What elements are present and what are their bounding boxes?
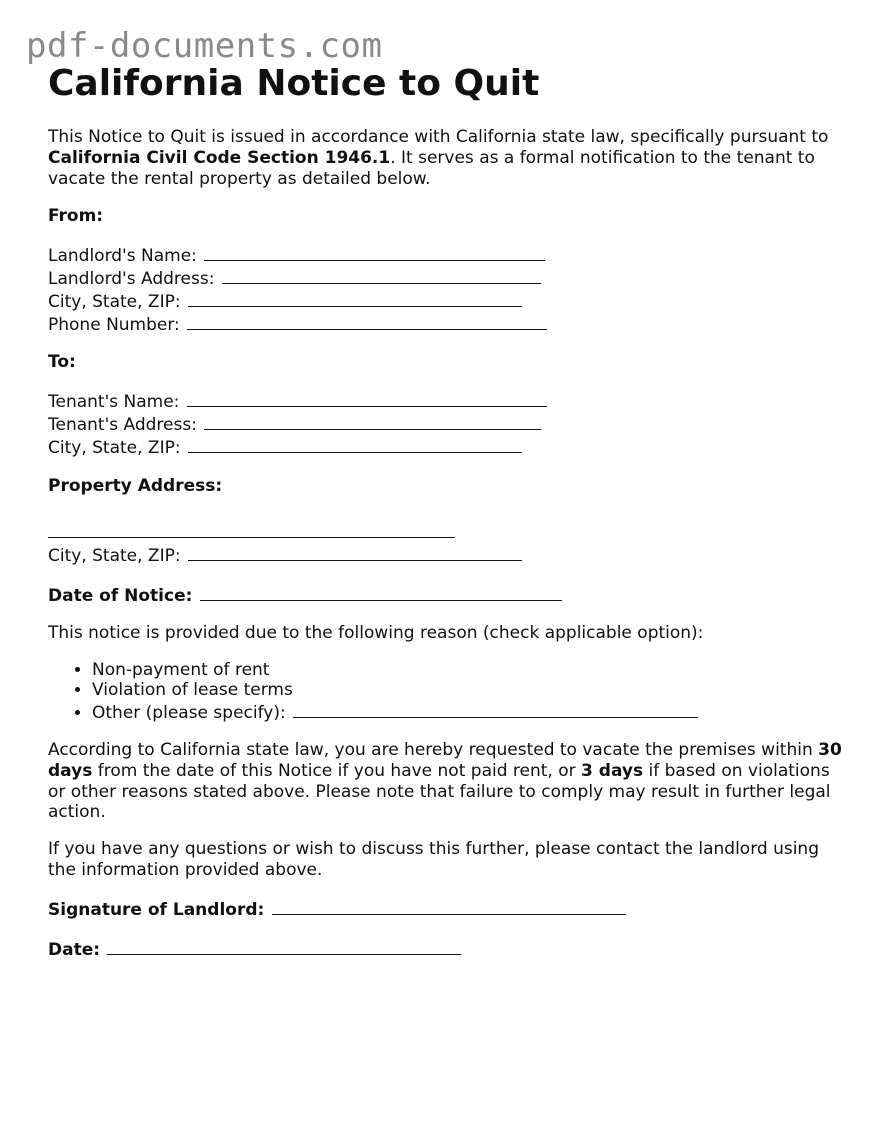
reason-lease-violation-label: Violation of lease terms (92, 680, 293, 701)
property-city-state-zip-label: City, State, ZIP: (48, 546, 181, 567)
tenant-city-state-zip-field[interactable] (188, 436, 522, 453)
property-street-field[interactable] (48, 521, 455, 538)
landlord-address-field[interactable] (222, 267, 541, 284)
landlord-city-state-zip-label: City, State, ZIP: (48, 291, 181, 312)
signature-row (48, 898, 848, 921)
from-fields (48, 244, 848, 335)
date-label: Date: (48, 939, 101, 960)
law-paragraph (48, 740, 848, 823)
tenant-address-label: Tenant's Address: (48, 414, 197, 435)
thirty-days: 30 days (48, 739, 842, 781)
tenant-address-row (48, 413, 848, 436)
property-city-state-zip-field[interactable] (188, 544, 522, 561)
signature-label: Signature of Landlord: (48, 899, 265, 920)
date-row (48, 938, 848, 961)
reason-nonpayment-label: Non-payment of rent (92, 659, 270, 680)
to-fields (48, 390, 848, 458)
notice-body (48, 127, 848, 960)
law-text-1: According to California state law, you are hereby requested to vacate the premises within (48, 739, 819, 760)
document-title: California Notice to Quit (48, 63, 540, 104)
tenant-address-field[interactable] (204, 413, 541, 430)
tenant-city-state-zip-label: City, State, ZIP: (48, 437, 181, 458)
intro-paragraph (48, 127, 848, 189)
date-field[interactable] (107, 938, 461, 955)
law-text-3: if based on violations or other reasons stated above. Please note that failure to comply may result in further legal action. (48, 760, 831, 823)
reason-other-field[interactable] (293, 701, 698, 718)
tenant-name-field[interactable] (187, 390, 547, 407)
contact-paragraph: If you have any questions or wish to discuss this further, please contact the landlord using the information provided above. (48, 839, 819, 880)
to-heading: To: (48, 352, 76, 373)
landlord-name-label: Landlord's Name: (48, 246, 197, 267)
tenant-name-row (48, 390, 848, 413)
reason-intro: This notice is provided due to the following reason (check applicable option): (48, 622, 704, 643)
phone-number-row (48, 313, 848, 336)
reason-other-label: Other (please specify): (92, 703, 286, 724)
reason-lease-violation[interactable] (92, 680, 848, 701)
date-of-notice-field[interactable] (200, 584, 562, 601)
watermark-text: pdf-documents.com (26, 26, 383, 66)
civil-code-reference: California Civil Code Section 1946.1 (48, 147, 391, 168)
property-fields (48, 521, 848, 567)
landlord-name-field[interactable] (204, 244, 545, 261)
tenant-name-label: Tenant's Name: (48, 392, 180, 413)
reason-list (48, 660, 848, 724)
property-city-state-zip-row (48, 544, 848, 567)
date-of-notice-row (48, 584, 848, 607)
phone-number-field[interactable] (187, 313, 547, 330)
landlord-city-state-zip-row (48, 290, 848, 313)
property-street-row (48, 521, 848, 544)
intro-text-1: This Notice to Quit is issued in accordance with California state law, specifically pursuant to (48, 127, 829, 147)
intro-text-2: . It serves as a formal notification to the tenant to vacate the rental property as detailed below. (48, 147, 815, 189)
landlord-address-row (48, 267, 848, 290)
signature-field[interactable] (272, 898, 626, 915)
tenant-city-state-zip-row (48, 436, 848, 459)
three-days: 3 days (581, 760, 644, 781)
law-text-2: from the date of this Notice if you have not paid rent, or (92, 760, 582, 781)
landlord-name-row (48, 244, 848, 267)
reason-nonpayment[interactable] (92, 660, 848, 681)
landlord-city-state-zip-field[interactable] (188, 290, 522, 307)
from-heading: From: (48, 206, 104, 227)
reason-other[interactable] (92, 701, 848, 724)
phone-number-label: Phone Number: (48, 314, 180, 335)
property-address-heading: Property Address: (48, 475, 223, 496)
date-of-notice-label: Date of Notice: (48, 585, 193, 606)
landlord-address-label: Landlord's Address: (48, 268, 215, 289)
